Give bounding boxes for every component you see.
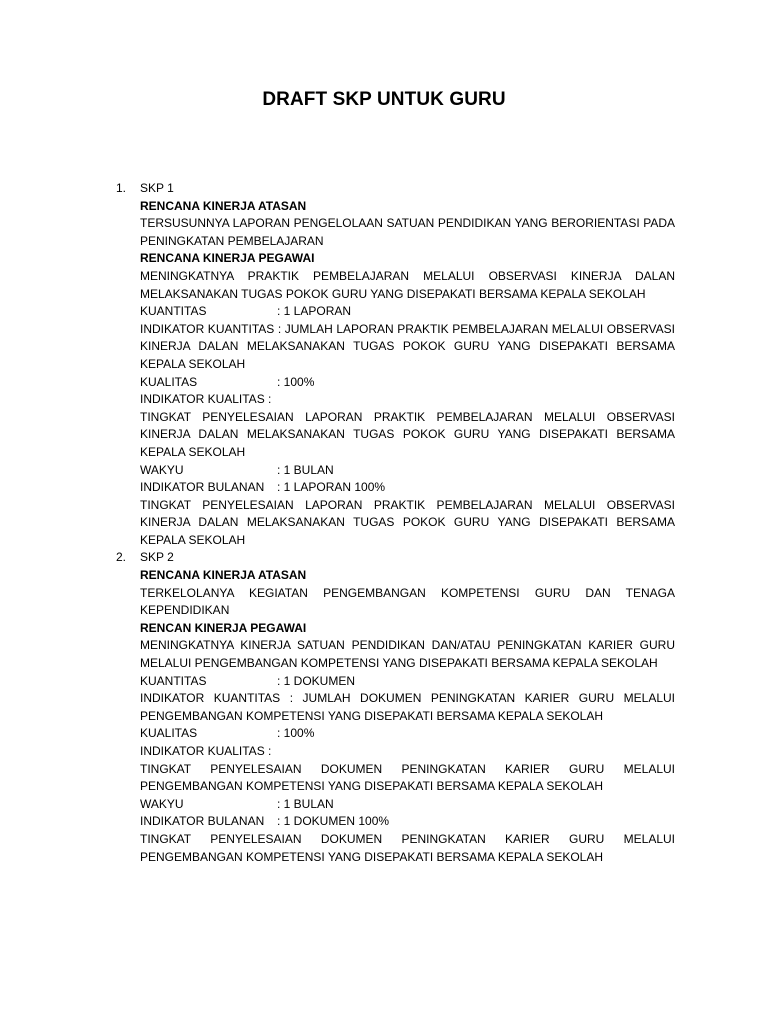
- indikator-bulanan-label: INDIKATOR BULANAN: [140, 814, 265, 829]
- waktu-row: [140, 462, 675, 480]
- waktu-value: : 1 BULAN: [277, 796, 334, 811]
- rencana-atasan-text: TERSUSUNNYA LAPORAN PENGELOLAAN SATUAN PENDIDIKAN YANG BERORIENTASI PADA PENINGKATAN PEMBELAJARAN: [140, 216, 675, 248]
- indikator-kualitas-text: TINGKAT PENYELESAIAN DOKUMEN PENINGKATAN KARIER GURU MELALUI PENGEMBANGAN KOMPETENSI YANG DISEPAKATI BERSAMA KEPALA SEKOLAH: [140, 761, 675, 794]
- kualitas-value: : 100%: [277, 374, 315, 389]
- rencana-pegawai-text: MENINGKATNYA KINERJA SATUAN PENDIDIKAN DAN/ATAU PENINGKATAN KARIER GURU MELALUI PENGEMBANGAN KOMPETENSI YANG DISEPAKATI BERSAMA KEPALA SEKOLAH: [140, 638, 675, 671]
- waktu-label: WAKYU: [140, 462, 184, 477]
- indikator-kuantitas: INDIKATOR KUANTITAS : JUMLAH DOKUMEN PENINGKATAN KARIER GURU MELALUI PENGEMBANGAN KOMPETENSI YANG DISEPAKATI BERSAMA KEPALA SEKOLAH: [140, 691, 675, 723]
- kuantitas-row: [140, 303, 675, 321]
- rencana-atasan-text: TERKELOLANYA KEGIATAN PENGEMBANGAN KOMPETENSI GURU DAN TENAGA KEPENDIDIKAN: [140, 585, 675, 618]
- skp-item-1: [113, 180, 675, 549]
- waktu-value: : 1 BULAN: [277, 462, 334, 477]
- page-title: DRAFT SKP UNTUK GURU: [262, 89, 506, 110]
- kualitas-value: : 100%: [277, 726, 315, 741]
- waktu-label: WAKYU: [140, 796, 184, 811]
- rencana-atasan-label: RENCANA KINERJA ATASAN: [140, 198, 307, 213]
- indikator-bulanan-value: : 1 DOKUMEN 100%: [277, 814, 390, 829]
- indikator-kualitas-text: TINGKAT PENYELESAIAN LAPORAN PRAKTIK PEMBELAJARAN MELALUI OBSERVASI KINERJA DALAN MELAKSANAKAN TUGAS POKOK GURU YANG DISEPAKATI BERSAMA KEPALA SEKOLAH: [140, 409, 675, 459]
- rencana-atasan-label: RENCANA KINERJA ATASAN: [140, 568, 307, 583]
- list-number: 2.: [116, 550, 127, 565]
- indikator-bulanan-row: [140, 813, 675, 831]
- kuantitas-value: : 1 LAPORAN: [277, 304, 352, 319]
- kualitas-label: KUALITAS: [140, 374, 198, 389]
- kuantitas-row: [140, 673, 675, 691]
- rencana-pegawai-label: RENCANA KINERJA PEGAWAI: [140, 251, 315, 266]
- rencana-pegawai-text: MENINGKATNYA PRAKTIK PEMBELAJARAN MELALUI OBSERVASI KINERJA DALAN MELAKSANAKAN TUGAS POKOK GURU YANG DISEPAKATI BERSAMA KEPALA SEKOLAH: [140, 268, 675, 301]
- indikator-bulanan-text: TINGKAT PENYELESAIAN DOKUMEN PENINGKATAN KARIER GURU MELALUI PENGEMBANGAN KOMPETENSI YANG DISEPAKATI BERSAMA KEPALA SEKOLAH: [140, 831, 675, 864]
- indikator-bulanan-value: : 1 LAPORAN 100%: [277, 480, 386, 495]
- waktu-row: [140, 796, 675, 814]
- skp-list: [113, 180, 675, 866]
- kualitas-row: [140, 725, 675, 743]
- kuantitas-label: KUANTITAS: [140, 673, 207, 688]
- skp-heading: SKP 2: [140, 550, 174, 565]
- indikator-kualitas-label: INDIKATOR KUALITAS :: [140, 392, 272, 407]
- rencana-pegawai-label: RENCAN KINERJA PEGAWAI: [140, 620, 307, 635]
- skp-item-2: [113, 549, 675, 866]
- indikator-kuantitas: INDIKATOR KUANTITAS : JUMLAH LAPORAN PRAKTIK PEMBELAJARAN MELALUI OBSERVASI KINERJA DALAN MELAKSANAKAN TUGAS POKOK GURU YANG DISEPAKATI BERSAMA KEPALA SEKOLAH: [140, 321, 675, 371]
- indikator-bulanan-label: INDIKATOR BULANAN: [140, 480, 265, 495]
- skp-heading: SKP 1: [140, 181, 174, 195]
- indikator-bulanan-row: [140, 479, 675, 497]
- kualitas-row: [140, 374, 675, 392]
- indikator-bulanan-text: TINGKAT PENYELESAIAN LAPORAN PRAKTIK PEMBELAJARAN MELALUI OBSERVASI KINERJA DALAN MELAKSANAKAN TUGAS POKOK GURU YANG DISEPAKATI BERSAMA KEPALA SEKOLAH: [140, 497, 675, 547]
- kualitas-label: KUALITAS: [140, 726, 198, 741]
- kuantitas-label: KUANTITAS: [140, 304, 207, 319]
- list-number: 1.: [116, 181, 127, 195]
- indikator-kualitas-label: INDIKATOR KUALITAS :: [140, 744, 272, 758]
- kuantitas-value: : 1 DOKUMEN: [277, 673, 356, 688]
